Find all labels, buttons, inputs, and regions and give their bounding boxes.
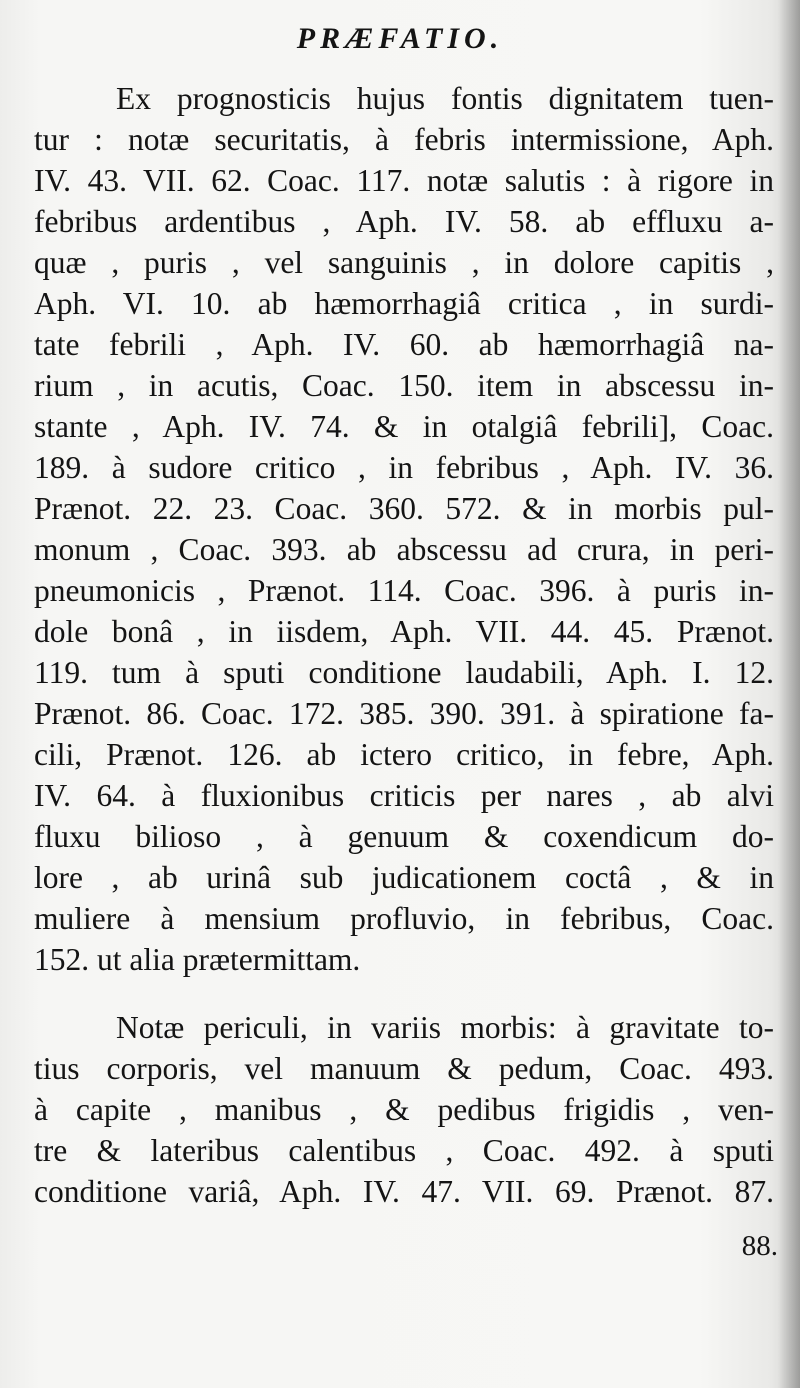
text-line: stante , Aph. IV. 74. & in otalgiâ febrili], Coac. — [34, 409, 774, 444]
text-line: IV. 43. VII. 62. Coac. 117. notæ salutis : à rigore in — [34, 163, 774, 198]
text-line: lore , ab urinâ sub judicationem coctâ , & in — [34, 860, 774, 895]
text-line: 119. tum à sputi conditione laudabili, Aph. I. 12. — [34, 655, 774, 690]
catchword: 88. — [741, 1230, 778, 1262]
text-line: febribus ardentibus , Aph. IV. 58. ab effluxu a- — [34, 204, 774, 239]
running-head: PRÆFATIO. — [296, 22, 504, 55]
text-line: tius corporis, vel manuum & pedum, Coac. 493. — [34, 1051, 774, 1086]
text-line: tre & lateribus calentibus , Coac. 492. à sputi — [34, 1133, 774, 1168]
text-line: 189. à sudore critico , in febribus , Aph. IV. 36. — [34, 450, 774, 485]
text-line: Ex prognosticis hujus fontis dignitatem tuen- — [116, 81, 774, 116]
text-line: monum , Coac. 393. ab abscessu ad crura, in peri- — [34, 532, 774, 567]
text-line: dole bonâ , in iisdem, Aph. VII. 44. 45. Prænot. — [34, 614, 774, 649]
text-line: pneumonicis , Prænot. 114. Coac. 396. à puris in- — [34, 573, 774, 608]
text-line: muliere à mensium profluvio, in febribus, Coac. — [34, 901, 774, 936]
text-line: tate febrili , Aph. IV. 60. ab hæmorrhagiâ na- — [34, 327, 774, 362]
text-line: cili, Prænot. 126. ab ictero critico, in febre, Aph. — [34, 737, 774, 772]
text-line: Prænot. 86. Coac. 172. 385. 390. 391. à spiratione fa- — [34, 696, 774, 731]
text-line: Prænot. 22. 23. Coac. 360. 572. & in morbis pul- — [34, 491, 774, 526]
text-line: Aph. VI. 10. ab hæmorrhagiâ critica , in surdi- — [34, 286, 774, 321]
text-line: quæ , puris , vel sanguinis , in dolore capitis , — [34, 245, 774, 280]
text-line: fluxu bilioso , à genuum & coxendicum do- — [34, 819, 774, 854]
text-line: Notæ periculi, in variis morbis: à gravitate to- — [116, 1010, 774, 1045]
page-edge-shadow — [778, 0, 800, 1388]
text-line: tur : notæ securitatis, à febris intermissione, Aph. — [34, 122, 774, 157]
body-text — [34, 78, 774, 1212]
text-line: à capite , manibus , & pedibus frigidis , ven- — [34, 1092, 774, 1127]
text-line: IV. 64. à fluxionibus criticis per nares , ab alvi — [34, 778, 774, 813]
paragraph-prognostics — [34, 78, 774, 980]
paragraph-danger-signs — [34, 1007, 774, 1212]
text-line: rium , in acutis, Coac. 150. item in abscessu in- — [34, 368, 774, 403]
text-line: 152. ut alia prætermittam. — [34, 942, 361, 977]
text-line: conditione variâ, Aph. IV. 47. VII. 69. Prænot. 87. — [34, 1174, 774, 1209]
